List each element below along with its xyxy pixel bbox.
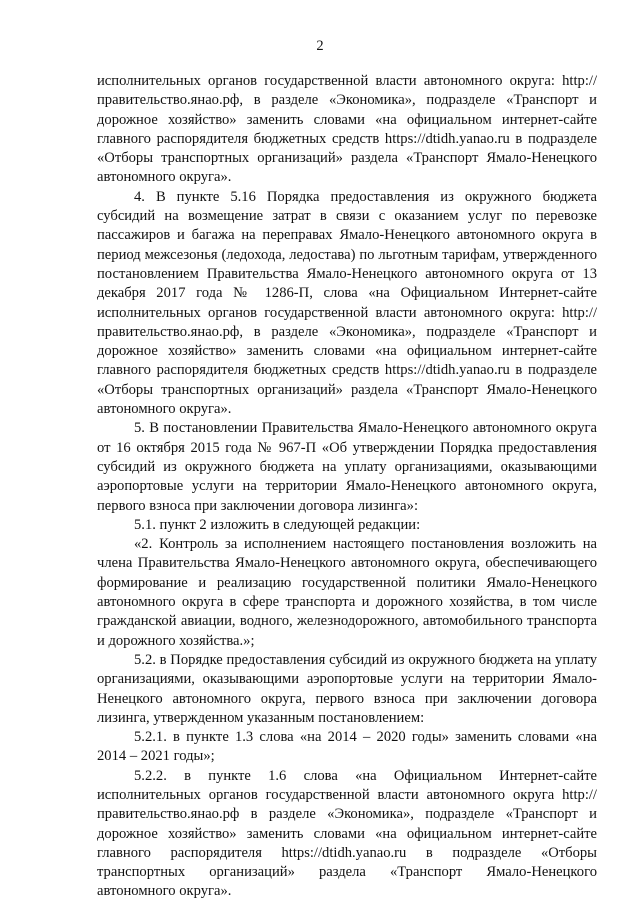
page-number: 2 [316, 38, 324, 54]
document-body [97, 72, 597, 902]
paragraph-item-4: 4. В пункте 5.16 Порядка предоставления из окружного бюджета субсидий на возмещение затрат в связи с оказанием услуг по перевозке пассажиров и багажа на переправах Ямало-Ненецкого автономного округа в период межсезонья (ледохода, ледостава) по льготным тарифам, утвержденного постановлением Правительства Ямало-Ненецкого автономного округа от 13 декабря 2017 года № 1286-П, слова «на Официальном Интернет-сайте исполнительных органов государственной власти автономного округа: http://правительство.янао.рф, в разделе «Экономика», подразделе «Транспорт и дорожное хозяйство» заменить словами «на официальном интернет-сайте главного распорядителя бюджетных средств https://dtidh.yanao.ru в подразделе «Отборы транспортных организаций» раздела «Транспорт Ямало-Ненецкого автономного округа». [97, 188, 597, 418]
paragraph-item-5-2-2: 5.2.2. в пункте 1.6 слова «на Официальном Интернет-сайте исполнительных органов государственной власти автономного округа http://правительство.янао.рф в разделе «Экономика», подразделе «Транспорт и дорожное хозяйство» заменить словами «на официальном интернет-сайте главного распорядителя https://dtidh.yanao.ru в подразделе «Отборы транспортных организаций» раздела «Транспорт Ямало-Ненецкого автономного округа». [97, 767, 597, 900]
paragraph-continuation: исполнительных органов государственной власти автономного округа: http://правительство.янао.рф, в разделе «Экономика», подразделе «Транспорт и дорожное хозяйство» заменить словами «на официальном интернет-сайте главного распорядителя бюджетных средств https://dtidh.yanao.ru в подразделе «Отборы транспортных организаций» раздела «Транспорт Ямало-Ненецкого автономного округа». [97, 73, 597, 186]
paragraph-quoted-item-2: «2. Контроль за исполнением настоящего постановления возложить на члена Правительства Ямало-Ненецкого автономного округа, обеспечивающего формирование и реализацию государственной политики Ямало-Ненецкого автономного округа в сфере транспорта и дорожного хозяйства, в том числе гражданской авиации, водного, железнодорожного, автомобильного транспорта и дорожного хозяйства.»; [97, 536, 597, 649]
paragraph-item-5-1: 5.1. пункт 2 изложить в следующей редакции: [134, 516, 421, 533]
paragraph-item-5: 5. В постановлении Правительства Ямало-Ненецкого автономного округа от 16 октября 2015 года № 967-П «Об утверждении Порядка предоставления субсидий из окружного бюджета на уплату организациями, оказывающими аэропортовые услуги на территории Ямало-Ненецкого автономного округа, первого взноса при заключении договора лизинга»: [97, 420, 597, 514]
paragraph-item-5-2-1: 5.2.1. в пункте 1.3 слова «на 2014 – 2020 годы» заменить словами «на 2014 – 2021 годы»; [97, 729, 597, 765]
paragraph-item-5-2: 5.2. в Порядке предоставления субсидий из окружного бюджета на уплату организациями, оказывающими аэропортовые услуги на территории Ямало-Ненецкого автономного округа, первого взноса при заключении договора лизинга, утвержденном указанным постановлением: [97, 651, 597, 726]
